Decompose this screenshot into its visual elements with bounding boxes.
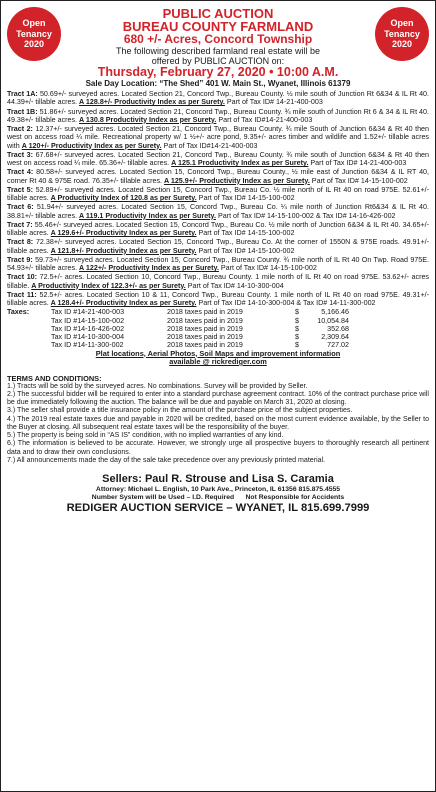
- sale-location: Sale Day Location: “The Shed” 401 W. Main St., Wyanet, Illinois 61379: [85, 79, 351, 88]
- tract-label: Tract 7:: [7, 220, 33, 229]
- tax-amount: 5,166.46: [321, 308, 349, 317]
- tract-label: Tract 3:: [7, 150, 33, 159]
- productivity-index: A 121.8+/- Productivity Index as per Surety.: [50, 246, 197, 255]
- tax-desc: 2018 taxes paid in 2019: [167, 316, 243, 325]
- productivity-index: A Productivity Index of 122.3+/- as per Surety.: [31, 281, 186, 290]
- tax-amount: 352.68: [327, 324, 349, 333]
- productivity-index: A Productivity Index of 120.8 as per Surety.: [50, 194, 197, 202]
- open-tenancy-badge-right: [375, 7, 429, 61]
- tract-label: Tract 1A:: [7, 90, 38, 98]
- tract-list: [7, 90, 429, 307]
- tract-item: [7, 238, 429, 255]
- tract-text: 52.5+/- acres. Located Section 10 & 11, Concord Twp., Bureau County. 1 mile north of IL Rt 40 on road 975E. 49.31+/- tillable acres.: [7, 290, 429, 307]
- number-system-line: Number System will be Used – I.D. Required Not Responsible for Accidents: [91, 494, 345, 501]
- tax-id: Tax ID #14-15-100-002: [51, 316, 125, 325]
- tract-label: Tract 5:: [7, 185, 34, 194]
- tract-text: 51.94+/- surveyed acres. Located Section 15, Concord Twp., Bureau Co. ¼ mile north of Junction Rt6&34 & IL Rt 40. 38.81+/- tillable acres.: [7, 203, 429, 220]
- tax-currency: $: [295, 333, 299, 341]
- table-row: [7, 308, 349, 316]
- term-item: 2.) The successful bidder will be required to enter into a standard purchase agreement contract. 10% of the contract purchase price will be due immediately following the auction. The balance will be due and payable on March 31, 2020 at closing.: [7, 390, 429, 406]
- terms-heading: TERMS AND CONDITIONS:: [7, 373, 102, 383]
- tax-id: Tax ID #14-16-426-002: [51, 324, 125, 333]
- productivity-index: A 128.4+/- Productivity Index as per Surety.: [50, 299, 197, 307]
- taxes-table: [7, 308, 349, 349]
- tax-desc: 2018 taxes paid in 2019: [167, 341, 243, 350]
- productivity-index: A 129.6+/- Productivity Index as per Surety.: [50, 229, 197, 237]
- tract-text: 55.46+/- surveyed acres. Located Section 15, Concord Twp., Bureau Co. ½ mile north of Junction 6&34 & IL Rt 40. 34.65+/- tillable acres.: [7, 220, 429, 237]
- open-tenancy-badge-left: [7, 7, 61, 61]
- tract-text: 50.69+/- surveyed acres. Located Section 21, Concord Twp., Bureau County. ½ mile south of Junction Rt 6&34 & IL Rt 40. 44.39+/- tillable acres.: [7, 90, 429, 107]
- tract-tax-id: Part of Tax ID# 14-15-100-002: [196, 246, 295, 255]
- subtitle-line-1: The following described farmland real estate will be: [115, 46, 321, 56]
- productivity-index: A 128.8+/- Productivity Index as per Surety.: [79, 98, 225, 107]
- title-farmland: BUREAU COUNTY FARMLAND: [122, 19, 314, 34]
- badge-line: Open: [390, 18, 414, 29]
- tract-item: [7, 151, 429, 168]
- tract-item: [7, 221, 429, 238]
- tax-amount: 727.02: [327, 341, 349, 350]
- tract-item: [7, 125, 429, 150]
- title-acres: 680 +/- Acres, Concord Township: [123, 32, 313, 46]
- tract-text: 51.86+/- surveyed acres. Located Section 21, Concord Twp., Bureau County. ¾ mile south of Junction Rt 6 & 34 & IL Rt 40. 49.38+/- tillable acres.: [7, 107, 429, 124]
- tax-currency: $: [295, 324, 299, 333]
- attorney-line: Attorney: Michael L. English, 10 Park Ave., Princeton, IL 61356 815.875.4555: [95, 486, 341, 493]
- tract-label: Tract 2:: [7, 125, 33, 133]
- tax-id: Tax ID #14-11-300-002: [51, 341, 124, 350]
- terms-list: [7, 383, 429, 466]
- tax-amount: 2,309.64: [321, 333, 349, 341]
- term-item: 3.) The seller shall provide a title insurance policy in the amount of the purchase price of the subject properties.: [7, 407, 353, 415]
- plat-info-line: Plat locations, Aerial Photos, Soil Maps and improvement information: [95, 348, 341, 358]
- tract-tax-id: Part of Tax ID#14-21-400-003: [161, 141, 258, 150]
- table-row: [7, 317, 349, 325]
- tract-tax-id: Part of Tax ID# 14-15-100-002: [196, 229, 295, 237]
- badge-line: Open: [22, 18, 46, 29]
- tract-tax-id: Part of Tax ID# 14-15-100-002: [218, 264, 317, 272]
- website-link[interactable]: available @ rickrediger.com: [169, 357, 267, 366]
- productivity-index: A 125.9+/- Productivity Index as per Surety.: [163, 176, 310, 185]
- tract-label: Tract 6:: [7, 203, 34, 212]
- tract-item: [7, 291, 429, 308]
- plat-info: [7, 350, 429, 367]
- tract-item: [7, 256, 429, 273]
- tract-text: 59.73+/- surveyed acres. Located Section 15, Concord Twp., Bureau County. ¾ mile north of IL Rt 40 On Twp. Road 975E. 54.93+/- tillable acres.: [7, 255, 429, 272]
- badge-line: 2020: [23, 39, 45, 50]
- tract-label: Tract 8:: [7, 238, 34, 247]
- tract-label: Tract 10:: [7, 273, 38, 282]
- tract-tax-id: Part of Tax ID# 14-21-400-003: [224, 98, 323, 107]
- productivity-index: A 120+/- Productivity Index as per Surety.: [21, 141, 162, 150]
- term-item: 6.) The information is believed to be accurate. However, we strongly urge all prospective buyers to thoroughly research all pertinent data and to draw their own conclusions.: [7, 440, 429, 456]
- term-item: 1.) Tracts will be sold by the surveyed acres. No combinations. Survey will be provided by Seller.: [7, 382, 308, 390]
- tax-desc: 2018 taxes paid in 2019: [167, 333, 243, 341]
- tract-text: 67.68+/- surveyed acres. Located Section 21, Concord Twp., Bureau County. ¾ mile south of Junction 6&34 & Rt 40 then west on access road ¼ mile. 65.36+/- tillable acres.: [7, 150, 429, 167]
- tax-currency: $: [295, 341, 299, 350]
- tract-tax-id: Part of Tax ID# 14-15-100-002: [309, 176, 408, 185]
- table-row: [7, 333, 349, 341]
- tax-id: Tax ID #14-21-400-003: [51, 308, 125, 317]
- auction-date: Thursday, February 27, 2020 • 10:00 A.M.: [97, 65, 339, 79]
- tax-amount: 10,054.84: [317, 316, 349, 325]
- tract-tax-id: Part of Tax ID# 14-15-100-002: [196, 194, 295, 202]
- tract-tax-id: Part of Tax ID# 14-10-300-004 & Tax ID# 14-11-300-002: [196, 299, 376, 307]
- subtitle-line-2: offered by PUBLIC AUCTION on:: [151, 56, 285, 66]
- badge-line: Tenancy: [384, 28, 420, 39]
- tract-tax-id: Part of Tax ID#14-21-400-003: [216, 115, 313, 124]
- tract-item: [7, 168, 429, 185]
- tax-desc: 2018 taxes paid in 2019: [167, 324, 243, 333]
- tract-item: [7, 90, 429, 107]
- productivity-index: A 125.1 Productivity Index as per Surety.: [171, 159, 309, 167]
- term-item: 7.) All announcements made the day of the sale take precedence over any previously printed material.: [7, 456, 326, 464]
- tract-item: [7, 108, 429, 125]
- tract-tax-id: Part of Tax ID# 14-21-400-003: [308, 159, 407, 167]
- table-row: [7, 325, 349, 333]
- tract-label: Tract 1B:: [7, 107, 38, 116]
- tract-item: [7, 186, 429, 203]
- productivity-index: A 119.1 Productivity Index as per Surety.: [79, 211, 216, 220]
- auction-service-line: REDIGER AUCTION SERVICE – WYANET, IL 815.699.7999: [66, 502, 370, 514]
- tax-desc: 2018 taxes paid in 2019: [167, 308, 243, 317]
- badge-line: 2020: [391, 39, 413, 50]
- tract-text: 12.37+/- surveyed acres. Located Section 21, Concord Twp., Bureau County. ¾ mile South of Junction 6&34 & Rt 40 then west on access road ¼ mile. Recreational property w/ 1 ½+/- acre pond, 9.35+/- acres timber and wildlife and 1.52+/- tillable acres with: [7, 125, 429, 150]
- term-item: 5.) The property is being sold in “AS IS” condition, with no implied warranties of any kind.: [7, 432, 284, 439]
- sellers-line: Sellers: Paul R. Strouse and Lisa S. Caramia: [102, 473, 334, 485]
- tax-id: Tax ID #14-10-300-004: [51, 333, 125, 341]
- tract-label: Tract 4:: [7, 168, 34, 177]
- badge-line: Tenancy: [16, 28, 52, 39]
- tract-tax-id: Part of Tax ID# 14-15-100-002 & Tax ID# 14-16-426-002: [215, 211, 396, 220]
- tract-tax-id: Part of Tax ID# 14-10-300-004: [185, 281, 284, 290]
- tract-label: Tract 11:: [7, 290, 37, 299]
- header: [7, 7, 429, 89]
- tract-item: [7, 203, 429, 220]
- taxes-label: Taxes:: [7, 308, 30, 317]
- tax-currency: $: [295, 316, 299, 325]
- tract-label: Tract 9:: [7, 255, 33, 264]
- tract-text: 72.5+/- acres. Located Section 10, Concord Twp., Bureau County. 1 mile north of IL Rt 40 on road 975E. 53.62+/- acres tillable.: [7, 273, 429, 290]
- productivity-index: A 130.8 Productivity Index as per Surety.: [79, 115, 217, 124]
- tax-currency: $: [295, 308, 299, 317]
- tract-item: [7, 273, 429, 290]
- title-public-auction: PUBLIC AUCTION: [162, 6, 274, 21]
- tract-text: 52.89+/- surveyed acres. Located Section 15, Concord Twp., Bureau Co. ½ mile north of IL Rt 40 on road 975E. 52.61+/- tillable acres.: [7, 185, 429, 202]
- term-item: 4.) The 2019 real estate taxes due and payable in 2020 will be credited, based on the most current evidence available, by the Seller to the Buyer at closing. All subsequent real estate taxes will be the responsibility of the buyer.: [7, 415, 429, 431]
- tract-text: 80.58+/- surveyed acres. Located Section 15, Concord Twp., Bureau County., ½ mile east of Junction 6&34 & IL RT 40, corner Rt 40 & 975E road. 76.35+/- tillable acres.: [7, 168, 430, 185]
- tract-text: 72.38+/- surveyed acres. Located Section 15, Concord Twp., Bureau Co. At the corner of 1550N & 975E roads. 49.91+/- tillable acres.: [7, 238, 429, 255]
- productivity-index: A 122+/- Productivity Index as per Surety.: [79, 264, 219, 272]
